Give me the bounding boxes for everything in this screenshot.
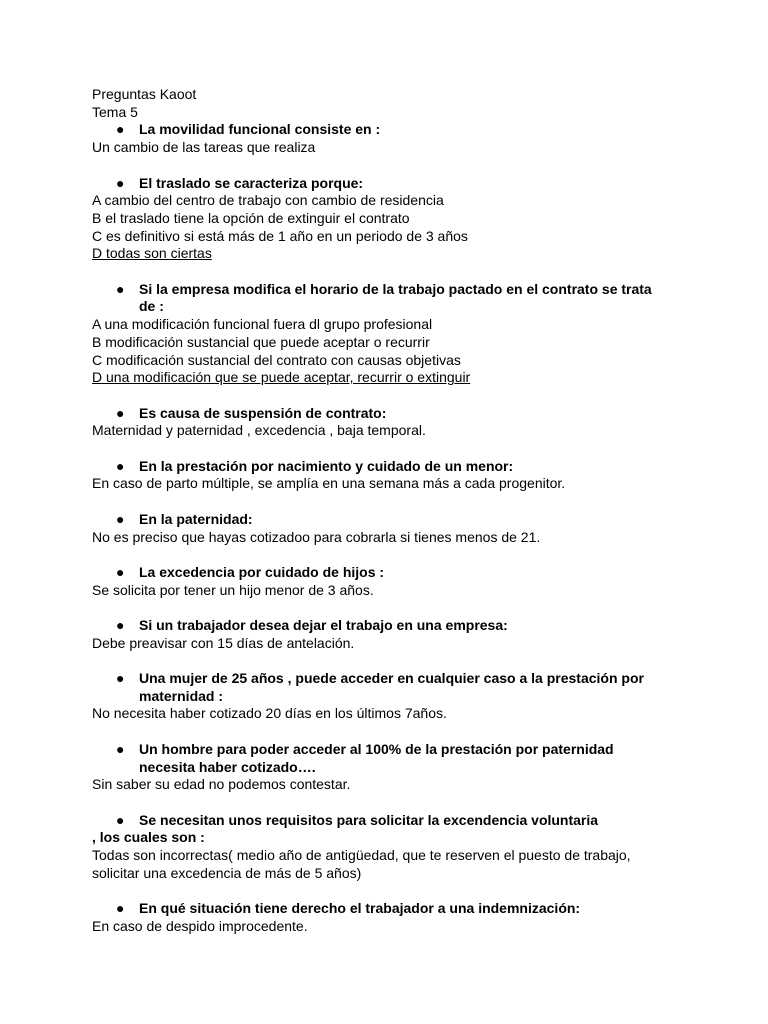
bullet-icon: ● [116,811,125,828]
answer: Sin saber su edad no podemos contestar. [92,776,351,793]
bullet-icon: ● [116,740,125,757]
question-text: La movilidad funcional consiste en : [139,121,381,138]
question-text: Si un trabajador desea dejar el trabajo en una empresa: [139,616,508,633]
answer: No es preciso que hayas cotizadoo para cobrarla si tienes menos de 21. [92,528,541,545]
answer-option: A cambio del centro de trabajo con cambio de residencia [92,192,444,209]
bullet-icon: ● [116,174,125,191]
question-text: En la paternidad: [139,510,253,527]
answer-option: B modificación sustancial que puede aceptar o recurrir [92,333,430,350]
question-4 [92,405,692,423]
answer: Se solicita por tener un hijo menor de 3 años. [92,581,374,598]
question-2 [92,175,692,193]
question-text-continued: , los cuales son : [92,829,205,846]
answer: En caso de parto múltiple, se amplía en una semana más a cada progenitor. [92,475,566,492]
bullet-icon: ● [116,616,125,633]
bullet-icon: ● [116,457,125,474]
question-5 [92,458,692,476]
question-text: La excedencia por cuidado de hijos : [139,563,385,580]
question-text: En la prestación por nacimiento y cuidado de un menor: [139,457,514,474]
bullet-icon: ● [116,510,125,527]
bullet-icon: ● [116,404,125,421]
question-text: Un hombre para poder acceder al 100% de la prestación por paternidad necesita haber cotizado…. [139,740,614,775]
question-text: El traslado se caracteriza porque: [139,174,364,191]
answer-option: B el traslado tiene la opción de extinguir el contrato [92,209,410,226]
document-topic: Tema 5 [92,103,138,120]
question-text: Una mujer de 25 años , puede acceder en cualquier caso a la prestación por maternidad : [139,670,644,704]
question-12 [92,900,692,918]
answer: Todas son incorrectas( medio año de antigüedad, que te reserven el puesto de trabajo, solicitar una excedencia de más de 5 años) [92,847,631,881]
answer-option: A una modificación funcional fuera dl grupo profesional [92,316,433,333]
question-text: Se necesitan unos requisitos para solicitar la excendencia voluntaria [139,811,599,828]
answer: No necesita haber cotizado 20 días en los últimos 7años. [92,705,447,722]
question-8 [92,617,692,635]
bullet-icon: ● [116,280,125,297]
answer: Debe preavisar con 15 días de antelación. [92,634,355,651]
answer: En caso de despido improcedente. [92,917,308,934]
question-text: Si la empresa modifica el horario de la trabajo pactado en el contrato se trata de : [139,280,652,315]
answer-option: C modificación sustancial del contrato con causas objetivas [92,351,461,368]
bullet-icon: ● [116,670,125,687]
document-title: Preguntas Kaoot [92,86,197,102]
question-9 [92,670,669,705]
answer: Maternidad y paternidad , excedencia , baja temporal. [92,422,426,439]
document-page [92,86,692,936]
question-text: Es causa de suspensión de contrato: [139,404,387,421]
bullet-icon: ● [116,900,125,917]
answer-option-correct: D todas son ciertas [92,245,212,262]
answer-option: C es definitivo si está más de 1 año en un periodo de 3 años [92,227,468,244]
answer-option-correct: D una modificación que se puede aceptar, recurrir o extinguir [92,369,471,386]
question-6 [92,511,692,529]
question-text: En qué situación tiene derecho el trabajador a una indemnización: [139,900,581,917]
bullet-icon: ● [116,121,125,138]
question-10 [92,741,639,776]
bullet-icon: ● [116,563,125,580]
question-7 [92,564,692,582]
question-1 [92,121,692,139]
answer: Un cambio de las tareas que realiza [92,139,316,156]
question-3 [92,281,659,316]
question-11 [92,812,692,830]
